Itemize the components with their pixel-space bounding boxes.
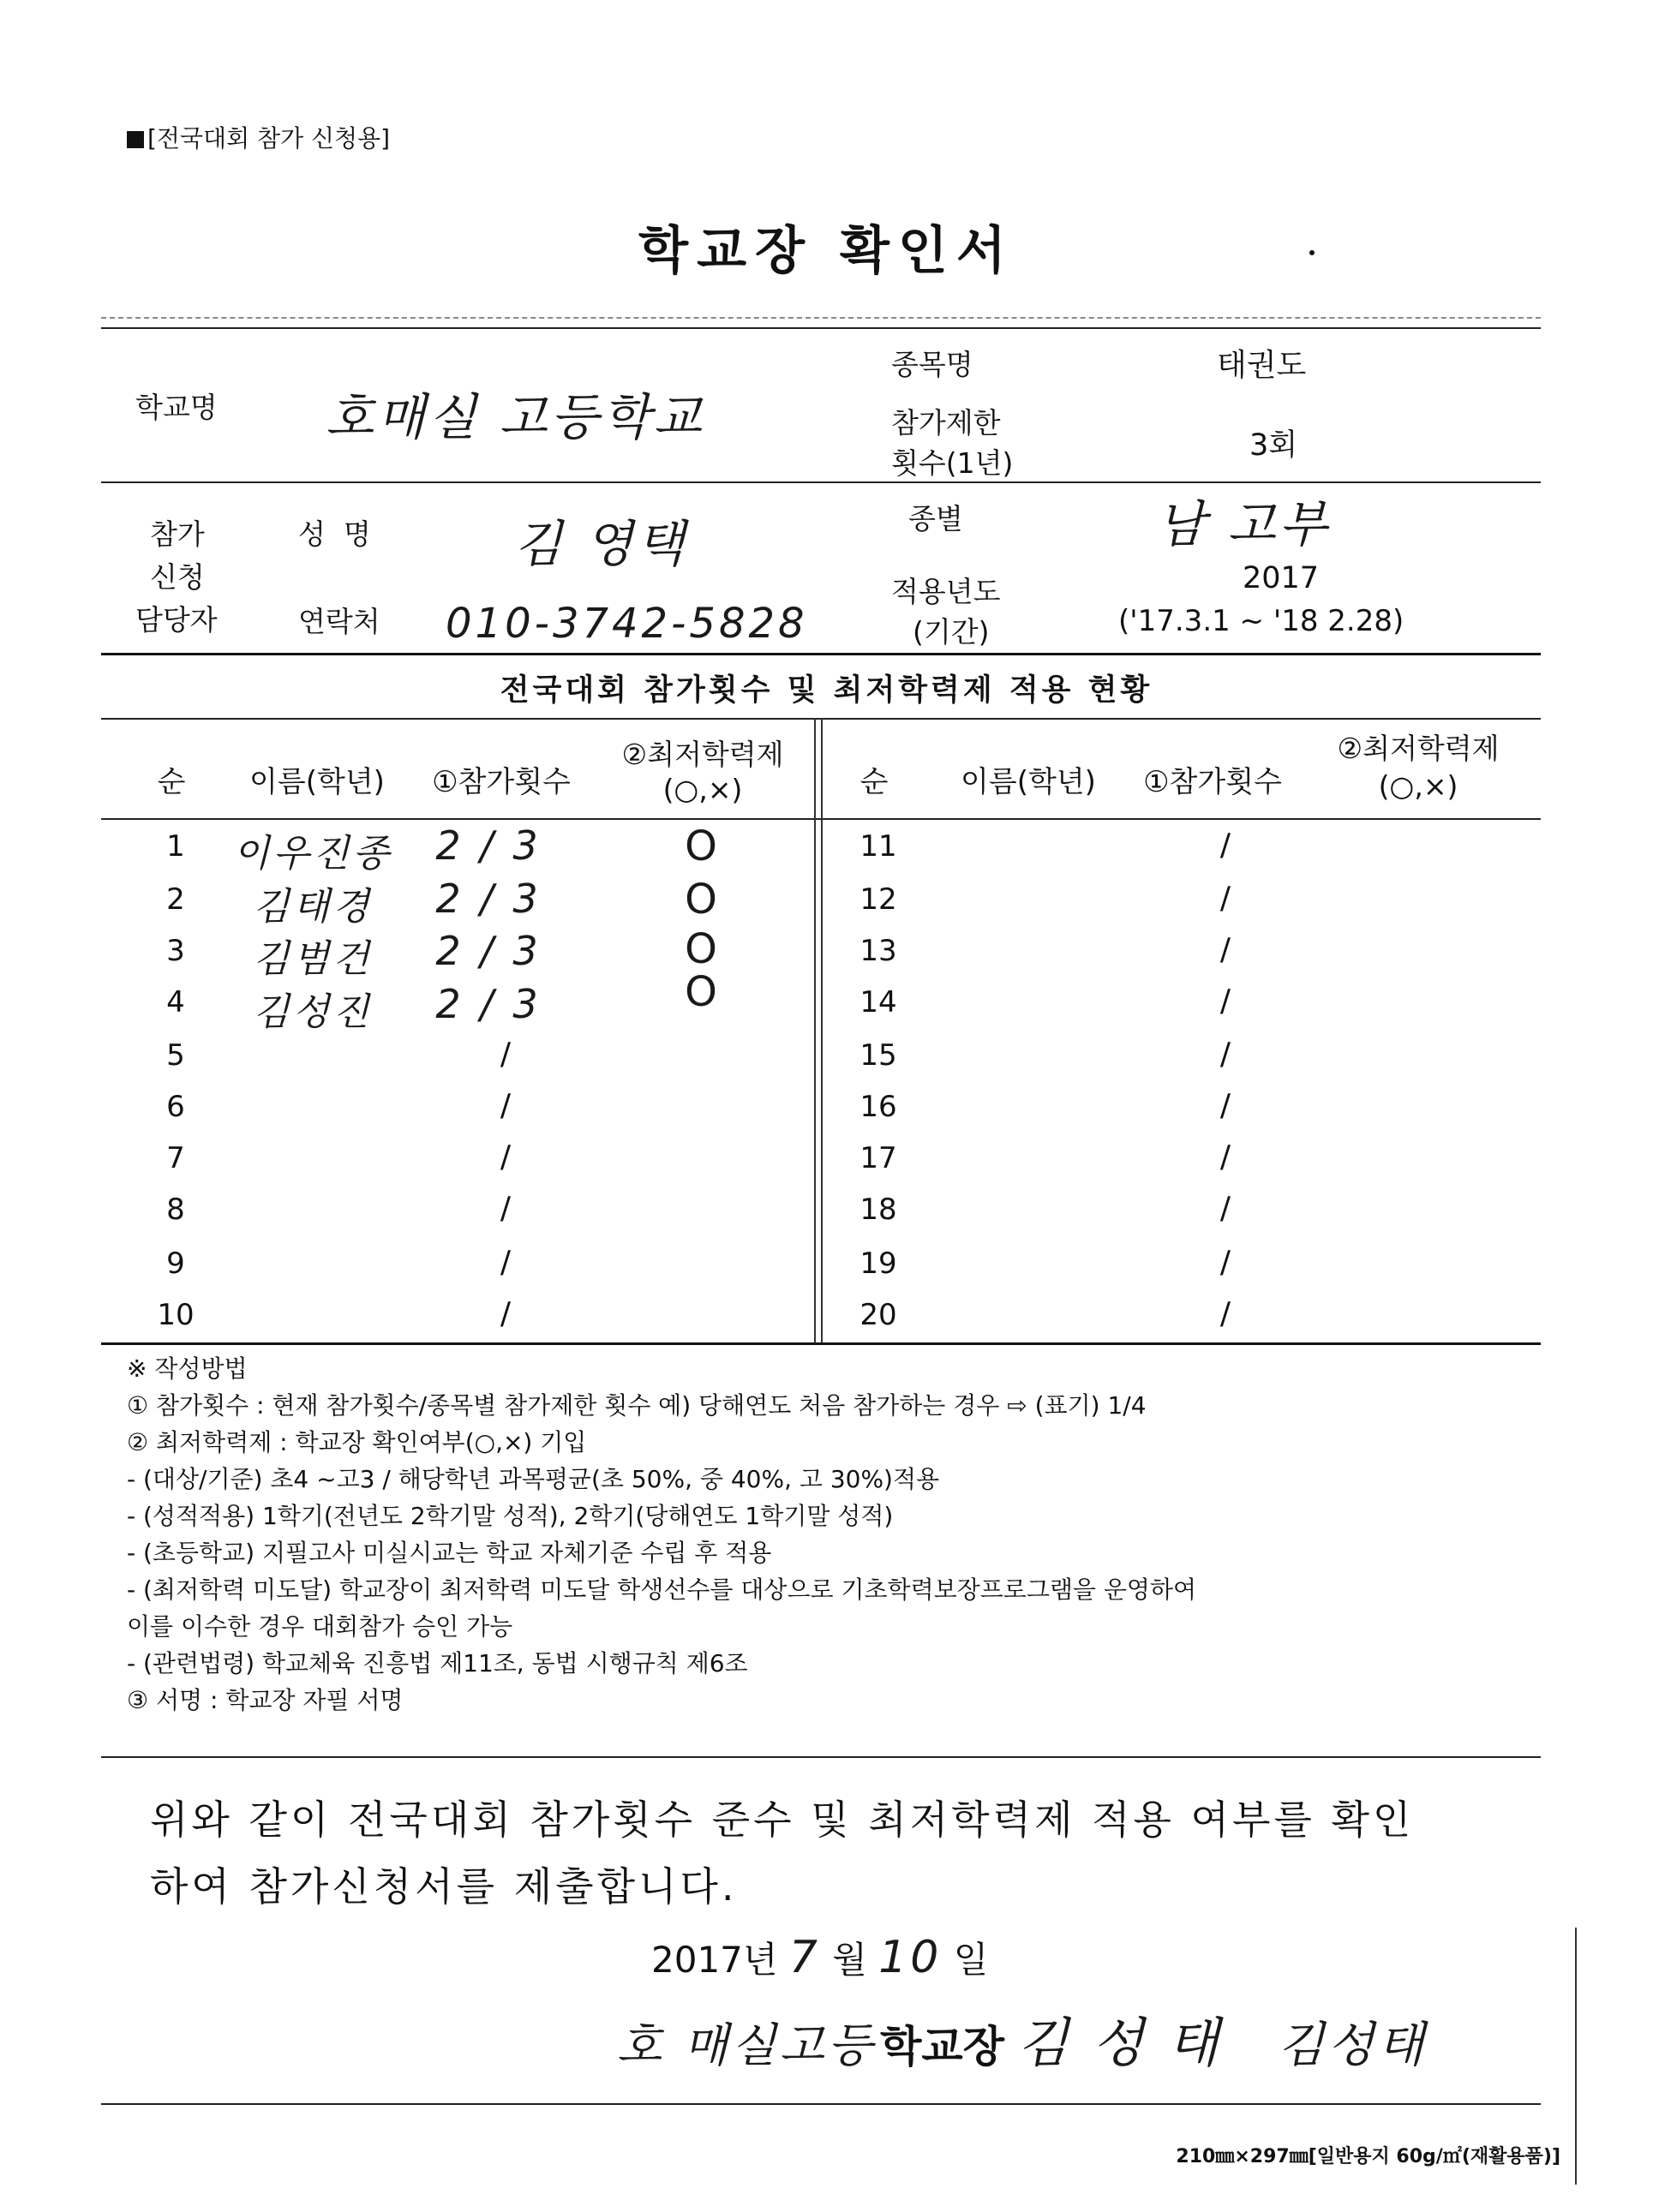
name-label: 성 명 <box>298 517 371 551</box>
note-line: ③ 서명 : 학교장 자필 서명 <box>127 1686 404 1714</box>
col-header-count: ①참가횟수 <box>1143 765 1282 799</box>
row-no: 12 <box>859 882 897 917</box>
row-name: 이우진종 <box>232 832 392 876</box>
note-line: - (관련법령) 학교체육 진흥법 제11조, 동법 시행규칙 제6조 <box>127 1649 748 1677</box>
table-center-divider <box>821 718 823 1342</box>
row-count: / <box>1219 1245 1231 1280</box>
page-title: 학교장 확인서 <box>638 221 1015 281</box>
row-no: 18 <box>859 1193 897 1227</box>
form-tag <box>127 120 390 154</box>
divider <box>101 1756 1541 1758</box>
row-no: 14 <box>859 985 897 1019</box>
row-count: 2 / 3 <box>435 981 542 1027</box>
col-header-count: ①참가횟수 <box>432 765 571 799</box>
signature-stroke <box>1575 1928 1577 2185</box>
row-no: 4 <box>166 985 185 1019</box>
date-day-label: 일 <box>953 1939 989 1981</box>
row-count: / <box>1219 932 1231 967</box>
handwritten-signature: 김성태 <box>1278 2018 1428 2073</box>
note-line: ※ 작성방법 <box>127 1354 248 1383</box>
signature-school: 호 매실고등 <box>617 2018 876 2072</box>
contact-label: 연락처 <box>298 605 380 638</box>
sport-value: 태권도 <box>1217 348 1307 383</box>
row-min: O <box>685 822 721 870</box>
row-count: 2 / 3 <box>435 928 542 974</box>
instructions <box>127 1350 1196 1719</box>
divider <box>101 327 1541 329</box>
row-count: 2 / 3 <box>435 876 542 922</box>
note-line: - (최저학력 미도달) 학교장이 최저학력 미도달 학생선수를 대상으로 기초학력보장프로그램을 운영하여 <box>127 1575 1197 1604</box>
row-min: O <box>685 968 721 1016</box>
col-header-name: 이름(학년) <box>961 765 1096 799</box>
table-center-divider <box>814 718 816 1342</box>
date-line <box>651 1932 988 1983</box>
year-label-2: (기간) <box>913 615 990 649</box>
row-count: / <box>500 1245 512 1280</box>
row-no: 11 <box>859 829 897 864</box>
row-count: 2 / 3 <box>435 822 542 869</box>
name-value: 김 영택 <box>514 515 688 573</box>
row-no: 8 <box>166 1193 185 1227</box>
signature-line <box>617 2000 1428 2077</box>
col-header-min-1: ②최저학력제 <box>621 738 784 771</box>
note-line: ① 참가횟수 : 현재 참가횟수/종목별 참가제한 횟수 예) 당해연도 처음 참가하는 경우 ⇨ (표기) 1/4 <box>127 1391 1147 1420</box>
form-tag-text: [전국대회 참가 신청용] <box>147 124 391 152</box>
limit-value: 3회 <box>1249 428 1298 463</box>
row-count: / <box>1219 828 1231 863</box>
declaration-line-2: 하여 참가신청서를 제출합니다. <box>150 1863 738 1910</box>
row-no: 5 <box>166 1038 185 1073</box>
col-header-min-2: (○,×) <box>662 773 743 806</box>
row-count: / <box>1219 1296 1231 1331</box>
date-day-hand: 10 <box>878 1932 943 1983</box>
declaration-line-1: 위와 같이 전국대회 참가횟수 준수 및 최저학력제 적용 여부를 확인 <box>150 1797 1415 1843</box>
row-no: 16 <box>859 1090 897 1124</box>
sport-label: 종목명 <box>891 348 973 381</box>
row-no: 6 <box>166 1090 185 1124</box>
row-count: / <box>1219 1037 1231 1072</box>
row-no: 13 <box>859 934 897 968</box>
paper-spec-note: 210㎜×297㎜[일반용지 60g/㎡(재활용품)] <box>1176 2146 1560 2167</box>
divider <box>101 1342 1541 1345</box>
row-count: / <box>1219 1088 1231 1123</box>
row-name: 김태경 <box>253 885 373 929</box>
row-count: / <box>1219 983 1231 1019</box>
declaration <box>150 1786 1414 1920</box>
row-count: / <box>500 1139 512 1175</box>
school-label: 학교명 <box>135 391 218 424</box>
note-line: ② 최저학력제 : 학교장 확인여부(○,×) 기입 <box>127 1428 587 1456</box>
category-value: 남 고부 <box>1157 495 1331 553</box>
divider <box>101 481 1541 483</box>
date-year: 2017년 <box>651 1939 778 1981</box>
square-bullet-icon <box>127 131 144 148</box>
row-no: 20 <box>859 1298 897 1332</box>
row-count: / <box>500 1088 512 1123</box>
row-min: O <box>685 925 721 973</box>
row-no: 1 <box>166 829 185 864</box>
row-count: / <box>500 1037 512 1072</box>
period-value: ('17.3.1 ~ '18 2.28) <box>1118 604 1404 638</box>
applicant-label-2: 신청 <box>150 560 205 594</box>
row-no: 9 <box>166 1246 185 1281</box>
row-name: 김범건 <box>253 937 373 981</box>
row-name: 김성진 <box>253 990 373 1034</box>
row-no: 17 <box>859 1141 897 1175</box>
row-count: / <box>500 1191 512 1226</box>
row-count: / <box>1219 1191 1231 1226</box>
signature-name: 김 성 태 <box>1017 2012 1223 2074</box>
row-no: 3 <box>166 934 185 968</box>
col-header-min-1: ②최저학력제 <box>1337 732 1500 765</box>
note-line: - (대상/기준) 초4 ~고3 / 해당학년 과목평균(초 50%, 중 40%, 고 30%)적용 <box>127 1465 940 1493</box>
row-no: 15 <box>859 1038 897 1073</box>
divider <box>101 2103 1541 2105</box>
date-month-label: 월 <box>832 1939 867 1981</box>
applicant-label-1: 참가 <box>150 517 205 551</box>
signature-title: 학교장 <box>880 2022 1004 2072</box>
row-no: 2 <box>166 882 185 917</box>
row-count: / <box>500 1296 512 1331</box>
category-label: 종별 <box>908 502 963 535</box>
year-value: 2017 <box>1243 561 1320 595</box>
school-value: 호매실 고등학교 <box>326 388 705 446</box>
limit-label-1: 참가제한 <box>891 406 1001 439</box>
row-min: O <box>685 876 721 924</box>
row-count: / <box>1219 881 1231 916</box>
row-no: 19 <box>859 1246 897 1281</box>
row-no: 7 <box>166 1141 185 1175</box>
year-label-1: 적용년도 <box>891 575 1001 608</box>
limit-label-2: 횟수(1년) <box>891 446 1014 480</box>
col-header-no: 순 <box>157 765 186 799</box>
contact-value: 010-3742-5828 <box>446 600 808 648</box>
col-header-name: 이름(학년) <box>249 765 385 799</box>
col-header-no: 순 <box>859 765 889 799</box>
row-no: 10 <box>157 1298 195 1332</box>
row-count: / <box>1219 1139 1231 1175</box>
note-line: - (성적적용) 1학기(전년도 2학기말 성적), 2학기(당해연도 1학기말 성적) <box>127 1502 894 1530</box>
divider <box>101 317 1541 319</box>
applicant-label-3: 담당자 <box>135 603 218 637</box>
divider <box>101 653 1541 655</box>
date-month-hand: 7 <box>788 1932 821 1983</box>
stray-dot <box>1309 250 1315 255</box>
col-header-min-2: (○,×) <box>1378 769 1458 803</box>
section-title: 전국대회 참가횟수 및 최저학력제 적용 현황 <box>500 673 1153 708</box>
note-line: - (초등학교) 지필고사 미실시교는 학교 자체기준 수립 후 적용 <box>127 1539 772 1567</box>
note-line: 이를 이수한 경우 대회참가 승인 가능 <box>127 1612 513 1641</box>
